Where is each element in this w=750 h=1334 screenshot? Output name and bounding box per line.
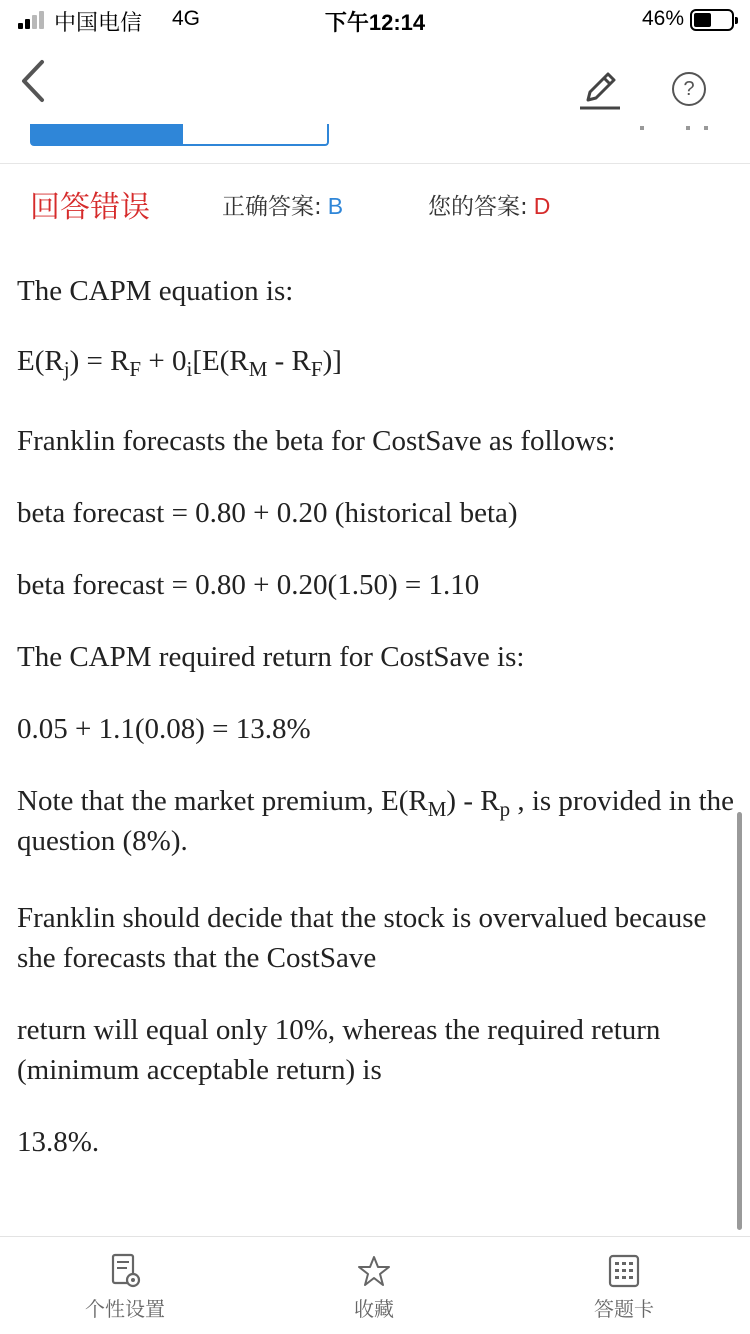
battery-percent: 46%	[641, 7, 684, 30]
explanation-paragraph: The CAPM equation is:	[17, 275, 294, 307]
settings-doc-icon	[105, 1251, 145, 1291]
answer-card-icon	[604, 1251, 644, 1291]
tab-inactive[interactable]	[181, 124, 329, 146]
explanation-paragraph: Franklin forecasts the beta for CostSave as follows:	[17, 425, 616, 457]
tab-label: 个性设置	[85, 1297, 165, 1321]
tab-answer-card[interactable]	[544, 1251, 704, 1322]
pencil-icon	[574, 64, 624, 114]
your-answer	[428, 188, 550, 221]
tab-active[interactable]	[30, 124, 182, 146]
star-icon	[354, 1251, 394, 1291]
nav-bar	[0, 44, 750, 124]
explanation-paragraph: Note that the market premium, $E(R_M) - R_p$ , is provided in the question (8%).	[17, 785, 734, 857]
explanation-paragraph: Franklin should decide that the stock is overvalued because she forecasts that the CostSave	[17, 902, 707, 974]
tab-favorites[interactable]	[294, 1251, 454, 1322]
correct-answer-value: B	[327, 193, 344, 219]
capm-equation: $E(R_j) = R_F + 0_i[E(R_M - R_F)]$	[17, 345, 342, 381]
carrier-name: 中国电信	[54, 11, 143, 36]
status-bar	[0, 0, 750, 40]
battery-icon	[690, 9, 734, 31]
correct-answer-label: 正确答案:	[222, 194, 322, 220]
back-button[interactable]	[14, 56, 54, 106]
question-tabs	[0, 124, 750, 148]
explanation-paragraph: return will equal only 10%, whereas the required return (minimum acceptable return) is	[17, 1014, 661, 1086]
explanation-paragraph: The CAPM required return for CostSave is:	[17, 641, 525, 673]
tab-label: 答题卡	[594, 1297, 654, 1321]
your-answer-value: D	[533, 193, 551, 219]
tab-overflow	[636, 124, 716, 134]
network-type: 4G	[172, 7, 201, 30]
battery-fill	[694, 13, 711, 27]
explanation-paragraph: beta forecast = 0.80 + 0.20(1.50) = 1.10	[17, 569, 480, 601]
tab-label: 收藏	[354, 1297, 394, 1321]
help-button[interactable]	[672, 72, 706, 106]
divider	[0, 163, 750, 164]
clock: 下午12:14	[324, 10, 426, 35]
correct-answer	[222, 188, 343, 221]
explanation-paragraph: 13.8%.	[17, 1126, 100, 1158]
explanation-paragraph: beta forecast = 0.80 + 0.20 (historical beta)	[17, 497, 518, 529]
result-status: 回答错误	[30, 190, 150, 225]
tab-personal-settings[interactable]	[45, 1251, 205, 1322]
your-answer-label: 您的答案:	[428, 194, 528, 220]
bottom-tab-bar	[0, 1236, 750, 1334]
scrollbar[interactable]	[737, 812, 742, 1230]
edit-button[interactable]	[574, 64, 624, 114]
chevron-left-icon	[14, 56, 54, 106]
explanation-paragraph: 0.05 + 1.1(0.08) = 13.8%	[17, 713, 311, 745]
question-circle-icon: ?	[683, 78, 695, 100]
